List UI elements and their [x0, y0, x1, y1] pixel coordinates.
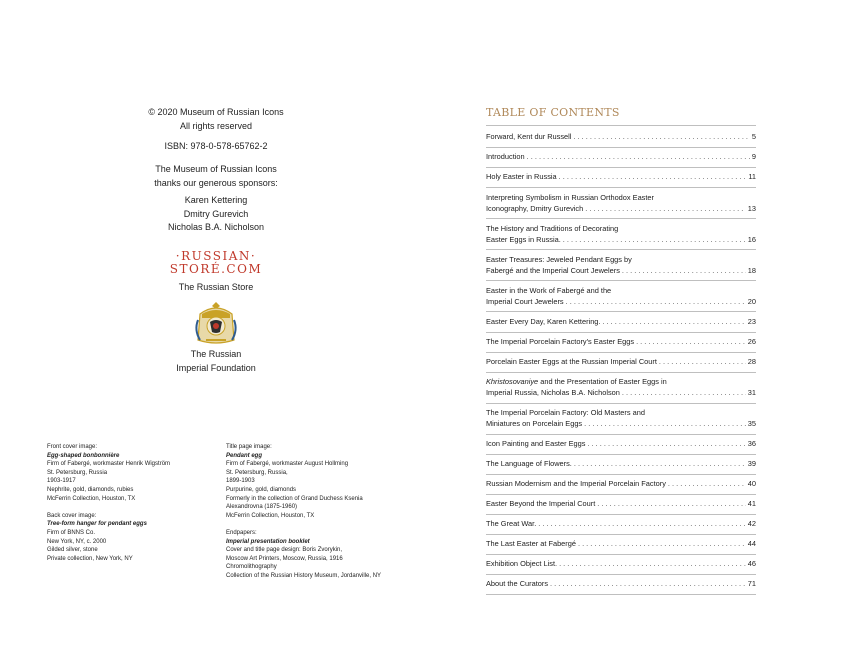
toc-entry-title: Easter Every Day, Karen Kettering.: [486, 317, 601, 326]
toc-page-number: 13: [747, 204, 756, 213]
toc-entry[interactable]: [486, 578, 756, 589]
toc-leader-dots: [659, 356, 746, 367]
credit-line: Alexandrovna (1875-1960): [226, 504, 298, 511]
thanks-line-2: thanks our generous sponsors:: [154, 177, 278, 188]
toc-leader-dots: [573, 131, 749, 142]
foundation-block: [116, 348, 316, 375]
toc-page-number: 5: [751, 132, 756, 141]
toc-page-number: 28: [747, 357, 756, 366]
credit-line: New York, NY, c. 2000: [47, 538, 107, 545]
toc-page-number: 18: [747, 266, 756, 275]
toc-leader-dots: [622, 265, 746, 276]
toc-divider: [486, 434, 756, 435]
toc-page-number: 40: [747, 479, 756, 488]
foundation-line-2: Imperial Foundation: [176, 362, 256, 373]
toc-entry-title: The Language of Flowers.: [486, 459, 572, 468]
toc-entry-title: Easter Treasures: Jeweled Pendant Eggs by: [486, 255, 632, 264]
credit-line: Moscow Art Printers, Moscow, Russia, 1916: [226, 555, 343, 562]
toc-divider: [486, 125, 756, 126]
toc-entry-title: Interpreting Symbolism in Russian Orthodox Easter: [486, 193, 655, 202]
logo-line-2: STORÉ.COM: [169, 262, 263, 276]
toc-divider: [486, 332, 756, 333]
toc-leader-dots: [566, 296, 746, 307]
image-credits-left: [47, 443, 170, 563]
toc-page-number: 71: [747, 579, 756, 588]
credit-line: Back cover image:: [47, 512, 97, 519]
credit-line: McFerrin Collection, Houston, TX: [226, 512, 315, 519]
credit-line: St. Petersburg, Russia,: [226, 469, 288, 476]
toc-page-number: 26: [747, 337, 756, 346]
toc-entry-title: The History and Traditions of Decorating: [486, 224, 619, 233]
toc-page-number: 9: [751, 152, 756, 161]
toc-divider: [486, 534, 756, 535]
sponsor-name: Nicholas B.A. Nicholson: [167, 222, 265, 232]
credit-line: Tree-form hanger for pendant eggs: [47, 521, 147, 528]
toc-page-number: 31: [747, 388, 756, 397]
toc-divider: [486, 554, 756, 555]
toc-page-number: 46: [747, 559, 756, 568]
toc-entry[interactable]: [486, 518, 756, 529]
toc-page-number: 11: [748, 172, 756, 181]
credit-line: Title page image:: [226, 444, 272, 450]
toc-entry-title: The Imperial Porcelain Factory's Easter Eggs: [486, 337, 635, 346]
toc-entry[interactable]: [486, 538, 756, 549]
sponsor-name: Dmitry Gurevich: [183, 208, 249, 219]
toc-entry-title: About the Curators: [486, 579, 549, 588]
toc-entry-title: Icon Painting and Easter Eggs: [486, 439, 586, 448]
credit-line: Pendant egg: [226, 452, 263, 459]
credit-line: Endpapers:: [226, 529, 257, 536]
toc-page-number: 20: [747, 297, 756, 306]
toc-entry-title: The Imperial Porcelain Factory: Old Masters and: [486, 408, 645, 417]
toc-leader-dots: [602, 316, 745, 327]
russian-store-logo: [166, 250, 266, 276]
toc-divider: [486, 249, 756, 250]
toc-entry-title: Exhibition Object List.: [486, 559, 558, 568]
copyright-line: © 2020 Museum of Russian Icons: [148, 107, 284, 117]
toc-entry-title: The Great War.: [486, 519, 537, 528]
toc-divider: [486, 147, 756, 148]
toc-entry[interactable]: [486, 285, 756, 307]
toc-divider: [486, 167, 756, 168]
credit-line: Nephrite, gold, diamonds, rubies: [47, 486, 134, 493]
toc-leader-dots: [538, 518, 746, 529]
toc-leader-dots: [585, 203, 746, 214]
toc-entry[interactable]: [486, 151, 756, 162]
toc-divider: [486, 594, 756, 595]
toc-entry[interactable]: [486, 356, 756, 367]
toc-page-number: 41: [747, 499, 756, 508]
toc-entry[interactable]: [486, 438, 756, 449]
credit-line: [226, 520, 381, 529]
toc-entry-title: Miniatures on Porcelain Eggs: [486, 419, 583, 428]
credit-line: Firm of Fabergé, workmaster August Hollming: [226, 461, 349, 468]
toc-divider: [486, 372, 756, 373]
credit-line: Front cover image:: [47, 444, 98, 450]
toc-leader-dots: [563, 234, 746, 245]
toc-divider: [486, 474, 756, 475]
toc-entry-title: Imperial Russia, Nicholas B.A. Nicholson: [486, 388, 620, 397]
isbn-line: ISBN: 978-0-578-65762-2: [164, 141, 268, 151]
imperial-crest-icon: [192, 300, 240, 346]
toc-entry-title: Easter in the Work of Fabergé and the: [486, 286, 612, 295]
isbn-block: [116, 140, 316, 154]
credit-line: McFerrin Collection, Houston, TX: [47, 495, 136, 502]
toc-divider: [486, 187, 756, 188]
store-name: The Russian Store: [178, 282, 254, 292]
toc-divider: [486, 403, 756, 404]
toc-entry-title: Russian Modernism and the Imperial Porcelain Factory: [486, 479, 666, 488]
credit-line: Private collection, New York, NY: [47, 555, 133, 562]
sponsor-list: [116, 194, 316, 235]
toc-entry[interactable]: [486, 458, 756, 469]
toc-divider: [486, 574, 756, 575]
toc-entry[interactable]: [486, 376, 756, 398]
credit-line: Firm of BNNS Co.: [47, 529, 96, 536]
credit-line: 1899-1903: [226, 478, 255, 485]
toc-entry[interactable]: [486, 254, 756, 276]
toc-entry-title: Easter Beyond the Imperial Court: [486, 499, 596, 508]
toc-entry[interactable]: [486, 131, 756, 142]
credit-line: Chromolithography: [226, 564, 277, 571]
toc-page-number: 39: [747, 459, 756, 468]
toc-entry[interactable]: [486, 336, 756, 347]
toc-divider: [486, 280, 756, 281]
credit-line: 1903-1917: [47, 478, 76, 485]
thanks-block: [116, 163, 316, 190]
toc-entry[interactable]: [486, 316, 756, 327]
image-credits-right: [226, 443, 381, 581]
toc-leader-dots: [584, 418, 746, 429]
toc-page-number: 16: [747, 235, 756, 244]
toc-leader-dots: [668, 478, 746, 489]
rights-line: All rights reserved: [179, 120, 253, 131]
foundation-line-1: The Russian: [190, 349, 242, 359]
credit-line: Firm of Fabergé, workmaster Henrik Wigström: [47, 461, 171, 468]
toc-entry-title: Easter Eggs in Russia.: [486, 235, 561, 244]
toc-leader-dots: [622, 387, 746, 398]
toc-entry-title: Khristosovaniye and the Presentation of Easter Eggs in: [486, 377, 667, 386]
toc-page-number: 42: [747, 519, 756, 528]
toc-page-number: 35: [747, 419, 756, 428]
toc-entry-title: Porcelain Easter Eggs at the Russian Imperial Court: [486, 357, 657, 366]
toc-leader-dots: [597, 498, 745, 509]
toc-divider: [486, 218, 756, 219]
toc-entry-title: Introduction: [486, 152, 525, 161]
toc-entry-title: Fabergé and the Imperial Court Jewelers: [486, 266, 620, 275]
toc-entry[interactable]: [486, 192, 756, 214]
toc-leader-dots: [574, 458, 746, 469]
toc-leader-dots: [587, 438, 745, 449]
credit-line: [47, 503, 170, 512]
credit-line: Collection of the Russian History Museum, Jordanville, NY: [226, 572, 382, 579]
toc-entry[interactable]: [486, 171, 756, 182]
toc-leader-dots: [559, 171, 747, 182]
sponsor-name: Karen Kettering: [184, 195, 248, 205]
store-name-block: [116, 281, 316, 295]
toc-leader-dots: [527, 151, 750, 162]
thanks-line-1: The Museum of Russian Icons: [155, 164, 277, 174]
toc-entry[interactable]: [486, 498, 756, 509]
toc-entry[interactable]: [486, 558, 756, 569]
toc-leader-dots: [550, 578, 746, 589]
credit-line: Gilded silver, stone: [47, 547, 98, 554]
toc-divider: [486, 494, 756, 495]
logo-line-1: ·RUSSIAN·: [175, 249, 257, 263]
toc-entry[interactable]: [486, 223, 756, 245]
toc-title: TABLE OF CONTENTS: [486, 106, 620, 119]
toc-divider: [486, 352, 756, 353]
toc-entry[interactable]: [486, 478, 756, 489]
credit-line: Purpurine, gold, diamonds: [226, 486, 297, 493]
toc-entry-title: Holy Easter in Russia: [486, 172, 557, 181]
toc-page-number: 44: [747, 539, 756, 548]
copyright-block: [116, 106, 316, 133]
toc-page-number: 23: [747, 317, 756, 326]
toc-leader-dots: [559, 558, 746, 569]
toc-entry-title: The Last Easter at Fabergé: [486, 539, 576, 548]
toc-divider: [486, 514, 756, 515]
toc-entry-title: Imperial Court Jewelers: [486, 297, 564, 306]
credit-line: Cover and title page design: Boris Zvorykin,: [226, 547, 343, 554]
toc-entry-title: Iconography, Dmitry Gurevich: [486, 204, 584, 213]
credit-line: St. Petersburg, Russia: [47, 469, 108, 476]
toc-divider: [486, 311, 756, 312]
toc-leader-dots: [578, 538, 746, 549]
credit-line: Egg-shaped bonbonnière: [47, 452, 120, 459]
toc-page-number: 36: [747, 439, 756, 448]
toc-entry[interactable]: [486, 407, 756, 429]
toc-divider: [486, 454, 756, 455]
toc-entry-title: Forward, Kent dur Russell: [486, 132, 572, 141]
toc-leader-dots: [636, 336, 746, 347]
credit-line: Formerly in the collection of Grand Duchess Ksenia: [226, 495, 363, 502]
credit-line: Imperial presentation booklet: [226, 538, 310, 545]
